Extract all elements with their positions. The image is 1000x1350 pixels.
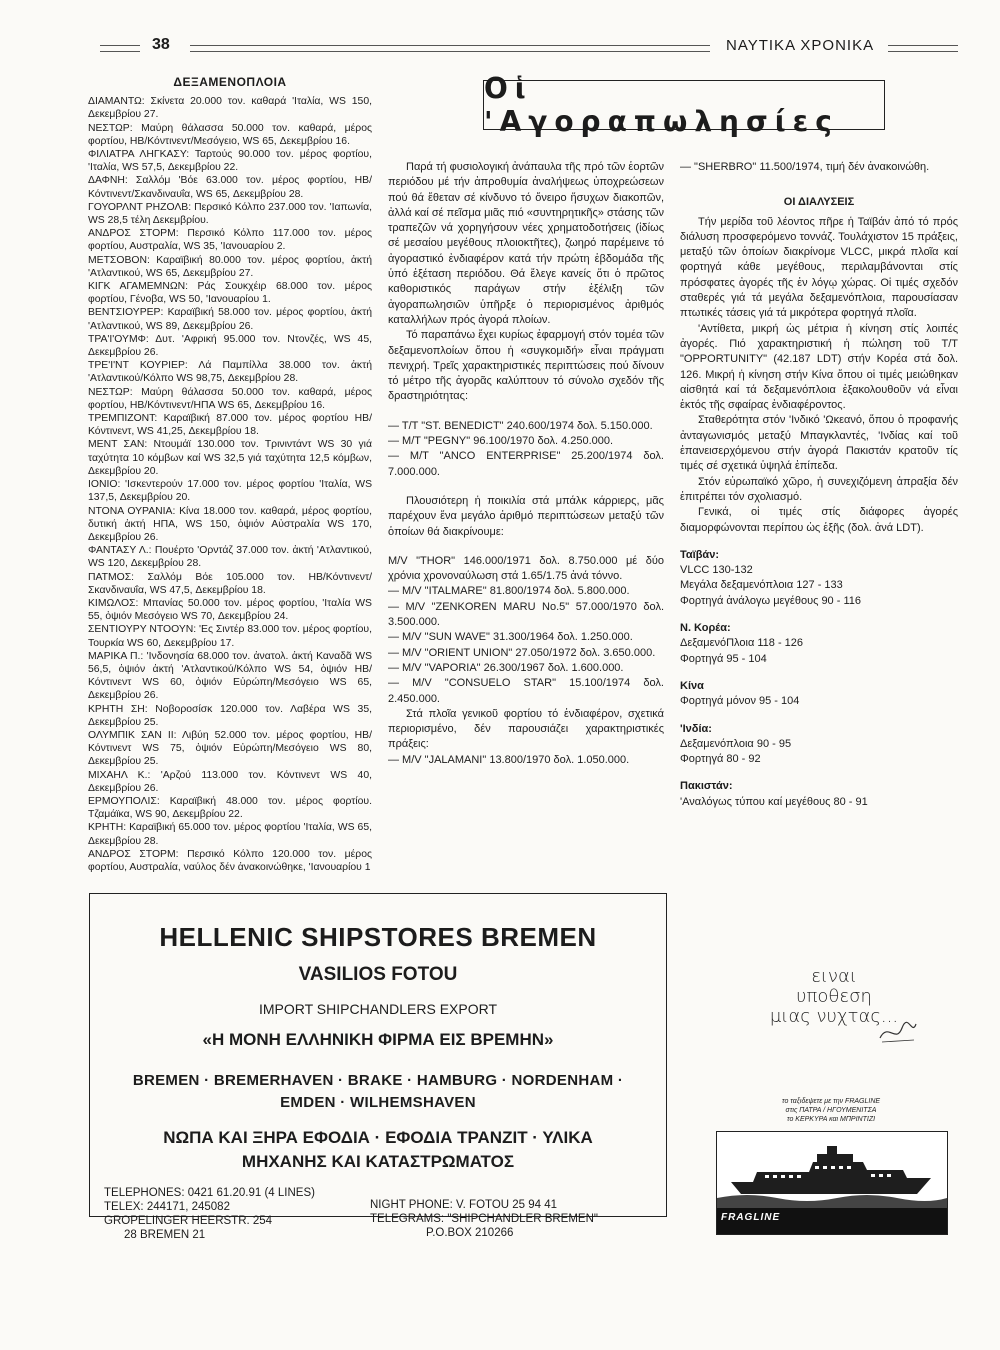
price-line: Μεγάλα δεξαμενόπλοια 127 - 133 — [680, 579, 843, 592]
header-rule-left — [100, 45, 140, 52]
price-line: 'Αναλόγως τύπου καί μεγέθους 80 - 91 — [680, 795, 868, 808]
paragraph-2: Τό παραπάνω ἔχει κυρίως ἐφαρμογή στόν τομέα τῶν δεξαμενοπλοίων ὅπου ἡ «συγκομιδή» εἶναι πράγματι πενιχρή. Τρεῖς χαρακτηριστικές περιπτώσεις πού δίνουν τό μέτρο τῆς ἀγορᾶς καλύπτουν τό σύνολο σχεδόν τῆς δραστηριότητας: — [388, 329, 664, 403]
paragraph-3: Πλουσιότερη ἡ ποικιλία στά μπάλκ κάρριερς, μᾶς παρέχουν ἕνα μεγάλο ἀριθμό περιπτώσεων μεταξύ τῶν ὁποίων θά διακρίνουμε: — [388, 494, 664, 538]
price-line: VLCC 130-132 — [680, 564, 753, 577]
ad-telephones: TELEPHONES: 0421 61.20.91 (4 LINES) — [104, 1187, 315, 1199]
ferry-ship-icon — [717, 1132, 947, 1212]
tanker-entry: ΑΝΔΡΟΣ ΣΤΟΡΜ: Περσικό Κόλπο 117.000 τον. μέρος φορτίου, Αυστραλία, WS 35, 'Ιανουαρίου 2. — [88, 228, 372, 253]
bulk-sale: — Μ/V "CONSUELO STAR" 15.100/1974 δολ. 2.450.000. — [388, 677, 664, 705]
tanker-entry: ΑΝΔΡΟΣ ΣΤΟΡΜ: Περσικό Κόλπο 120.000 τον. μέρος φορτίου, Αυστραλία, ναύλος δέν ἀνακοινώθηκε, 'Ιανουαρίου 1 — [88, 848, 372, 873]
ad-goods: ΜΗΧΑΝΗΣ ΚΑΙ ΚΑΤΑΣΤΡΩΜΑΤΟΣ — [241, 1152, 515, 1171]
publication-title: ΝΑΥΤΙΚΑ ΧΡΟΝΙΚΑ — [726, 37, 875, 54]
price-country: Ν. Κορέα: — [680, 622, 731, 635]
tanker-entry: ΚΙΜΩΛΟΣ: Μπανίας 50.000 τον. μέρος φορτίου, 'Ιταλία WS 55, ὀψιόν Μεσόγειο WS 70, Δεκεμβρίου 24. — [88, 597, 372, 623]
ad-cities: EMDEN · WILHEMSHAVEN — [280, 1094, 476, 1111]
article-title: Οἱ 'Αγοραπωλησίες — [483, 80, 885, 130]
tanker-entry: ΟΛΥΜΠΙΚ ΣΑΝ ΙΙ: Λιβύη 52.000 τον. μέρος φορτίου, ΗΒ/Κόντινεντ WS 75, ὀψιόν Εὐρώπη/Μεσόγειο WS 80, Δεκεμβρίου 25. — [88, 729, 372, 768]
tanker-entry: ΕΡΜΟΥΠΟΛΙΣ: Καραϊβική 48.000 τον. μέρος φορτίου. Τζαμάϊκα, WS 90, Δεκεμβρίου 22. — [88, 795, 372, 821]
price-country: Κίνα — [680, 679, 704, 692]
tanker-entry: ΜΑΡΙΚΑ Π.: 'Ινδονησία 68.000 τον. ἀνατολ. ἀκτή Καναδᾶ WS 56,5, ὀψιόν ἀκτή 'Ατλαντικού/Κόλπο WS 54, ὀψιόν ΗΒ/Κόντινεντ WS 60, ὀψιόν Εὐρώπη/Μεσόγειο WS 65, Δεκεμβρίου 26. — [88, 650, 372, 702]
tanker-entry: ΚΡΗΤΗ: Καραϊβική 65.000 τον. μέρος φορτίου 'Ιταλία, WS 65, Δεκεμβρίου 28. — [88, 822, 372, 847]
bulk-sale: — Μ/V "ITALMARE" 81.800/1974 δολ. 5.800.000. — [388, 585, 630, 598]
fragline-slogan-line: ειναι — [811, 966, 857, 987]
tanker-entry: ΝΕΣΤΩΡ: Μαύρη θάλασσα 50.000 τον. καθαρά, μέρος φορτίου, ΗΒ/Κόντινεντ/Μεσόγειο, WS 65, Δεκεμβρίου 16. — [88, 122, 372, 147]
ad-cities: BREMEN · BREMERHAVEN · BRAKE · HAMBURG · NORDENHAM · — [132, 1072, 624, 1089]
fragline-ship-image — [716, 1131, 948, 1235]
ad-slogan: «Η ΜΟΝΗ ΕΛΛΗΝΙΚΗ ΦΙΡΜΑ ΕΙΣ ΒΡΕΜΗΝ» — [202, 1030, 554, 1049]
ad-company-name: HELLENIC SHIPSTORES BREMEN — [159, 922, 597, 952]
tanker-entry: ΝΤΟΝΑ ΟΥΡΑΝΙΑ: Κίνα 18.000 τον. καθαρά, μέρος φορτίου, δυτική ἀκτή ΗΠΑ, WS 150, ὀψιόν Αὐστραλία WS 170, Δεκεμβρίου 26. — [88, 505, 372, 543]
header-rule-middle — [190, 45, 710, 52]
bulk-sale: — Μ/V "ORIENT UNION" 27.050/1972 δολ. 3.650.000. — [388, 646, 656, 659]
fragline-slogan-line: μιας νυχτας... — [769, 1006, 899, 1027]
fragline-signature-mark — [878, 1018, 918, 1046]
fragline-brand-band — [717, 1208, 947, 1234]
tanker-sale: — Μ/Τ "ANCO ENTERPRISE" 25.200/1974 δολ. 7.000.000. — [388, 450, 664, 478]
ad-contact-left — [104, 1186, 315, 1242]
price-country: Πακιστάν: — [680, 780, 733, 793]
fragline-route-line: το ΚΕΡΚΥΡΑ και ΜΠΡΙΝΤΙΖΙ — [786, 1116, 876, 1123]
ad-street: GROPELINGER HEERSTR. 254 — [104, 1215, 273, 1227]
article-column-2 — [388, 160, 664, 768]
bulk-sale: — Μ/V "SUN WAVE" 31.300/1964 δολ. 1.250.000. — [388, 631, 633, 644]
demolition-paragraph: Στόν εὐρωπαϊκό χῶρο, ἡ συνεχιζόμενη ἀπραξία δέν ἐπιτρέπει τόν σχολιασμό. — [680, 475, 958, 503]
ad-pobox: P.O.BOX 210266 — [426, 1227, 514, 1239]
header-rule-right — [888, 45, 958, 52]
ad-goods: ΝΩΠΑ ΚΑΙ ΞΗΡΑ ΕΦΟΔΙΑ · ΕΦΟΔΙΑ ΤΡΑΝΖΙΤ · ΥΛΙΚΑ — [163, 1128, 593, 1147]
tanker-entry: ΝΕΣΤΩΡ: Μαύρη θάλασσα 50.000 τον. καθαρά, μέρος φορτίου, ΗΒ/Κόντινεντ/ΗΠΑ WS 65, Δεκεμβρίου 16. — [88, 386, 372, 411]
tanker-entry: ΔΑΦΝΗ: Σαλλόμ 'Βόε 63.000 τον. μέρος φορτίου, ΗΒ/Κόντινεντ/Σκανδιναυΐα, WS 65, Δεκεμβρίου 28. — [88, 175, 372, 200]
price-country: 'Ινδία: — [680, 722, 712, 735]
tanker-entry: ΙΟΝΙΟ: 'Ισκεντερούν 17.000 τον. μέρος φορτίου 'Ιταλία, WS 137,5, Δεκεμβρίου 20. — [88, 479, 372, 504]
tanker-entry: ΚΡΗΤΗ ΣΗ: Νοβοροσίσκ 120.000 τον. Λαβέρα WS 35, Δεκεμβρίου 25. — [88, 703, 372, 728]
demolition-heading: ΟΙ ΔΙΑΛΥΣΕΙΣ — [783, 196, 855, 209]
tanker-entry: ΚΙΓΚ ΑΓΑΜΕΜΝΩΝ: Ράς Σουκχέιρ 68.000 τον. μέρος φορτίου, Γένοβα, WS 50, 'Ιανουαρίου 1. — [88, 281, 372, 306]
tanker-sale: — Τ/Τ "ST. BENEDICT" 240.600/1974 δολ. 5.150.000. — [388, 419, 653, 432]
fragline-route-line: το ταξιδεψετε με την FRAGLINE — [781, 1098, 881, 1105]
paragraph-4: Στά πλοῖα γενικοῦ φορτίου τό ἐνδιαφέρον, σχετικά περιορισμένο, δέν παρουσιάζει χαρακτηριστικές πράξεις: — [388, 707, 664, 751]
general-sale: — Μ/V "JALAMANI" 13.800/1970 δολ. 1.050.000. — [388, 753, 630, 766]
tanker-entry: ΠΑΤΜΟΣ: Σαλλόμ Βόε 105.000 τον. ΗΒ/Κόντινεντ/Σκανδιναυΐα, WS 47,5, Δεκεμβρίου 18. — [88, 571, 372, 596]
tanker-entry: ΤΡΕ'Ι'ΝΤ ΚΟΥΡΙΕΡ: Λά Παμπίλλα 38.000 τον. ἀκτή 'Ατλαντικού/Κόλπο WS 98,75, Δεκεμβρίου 28. — [88, 360, 372, 385]
price-line: ΔεξαμενόΠλοια 118 - 126 — [680, 637, 804, 650]
ad-city: 28 BREMEN 21 — [124, 1229, 206, 1241]
price-line: Φορτηγά 80 - 92 — [680, 753, 761, 766]
tanker-entry: ΤΡΑ'Ι'ΟΥΜΦ: Δυτ. 'Αφρική 95.000 τον. Ντονζές, WS 45, Δεκεμβρίου 26. — [88, 333, 372, 359]
price-line: Δεξαμενόπλοια 90 - 95 — [680, 737, 792, 750]
tanker-entry: ΣΕΝΤΙΟΥΡΥ ΝΤΟΟΥΝ: 'Ες Σιντέρ 83.000 τον. μέρος φορτίου, Τουρκία WS 60, Δεκεμβρίου 17. — [88, 624, 372, 649]
tanker-entry: ΒΕΝΤΣΙΟΥΡΕΡ: Καραϊβική 58.000 τον. μέρος φορτίου, ἀκτή 'Ατλαντικού, WS 89, Δεκεμβρίου 26. — [88, 307, 372, 332]
tanker-entry: ΦΑΝΤΑΣΥ Λ.: Πουέρτο 'Ορντάζ 37.000 τον. ἀκτή 'Ατλαντικού, WS 120, Δεκεμβρίου 28. — [88, 545, 372, 570]
general-sale: — "SHERBRO" 11.500/1974, τιμή δέν ἀνακοινώθη. — [680, 161, 930, 173]
tanker-entry: ΦΙΛΙΑΤΡΑ ΛΗΓΚΑΣΥ: Ταρτούς 90.000 τον. μέρος φορτίου, 'Ιταλία, WS 57,5, Δεκεμβρίου 22. — [88, 149, 372, 174]
tanker-entry: ΔΙΑΜΑΝΤΩ: Σκίνετα 20.000 τον. καθαρά 'Ιταλία, WS 150, Δεκεμβρίου 27. — [88, 96, 372, 121]
demolition-paragraph: Σταθερότητα στόν 'Ινδικό 'Ωκεανό, ὅπου ὁ προφανής ἀνταγωνισμός μεταξύ Μπαγκλαντές, 'Ινδίας καί τοῦ ἐπανεισερχόμενου στήν ἀγορά Πακιστάν κρατοῦν τίς τιμές σέ σχετικά ὑψηλά ἐπίπεδα. — [680, 414, 958, 473]
ad-contact-right — [370, 1198, 598, 1240]
fragline-brand-name: FRAGLINE — [721, 1212, 781, 1223]
intro-paragraph: Παρά τή φυσιολογική ἀνάπαυλα τῆς πρό τῶν ἑορτῶν περιόδου μέ τήν ἀπροθυμία ἀναλήψεως ὑποχρεώσεων πού θά ἔθεταν σέ κίνδυνο τό ὄνειρο ἥσυχων διακοπῶν, ἀλλά καί σέ πεῖσμα μιᾶς πιό «συντηρητικῆς» στάσης τῶν τραπεζῶν νά χορηγήσουν νέες χρηματοδοτήσεις (ἰδίως σέ μεσαίου μεγέθους πλοιοκτῆτες), ζωηρό παρέμεινε τό ἀγοραστικό ἐνδιαφέρον κατά τήν πρώτη ἑβδομάδα τῆς ὑπό ἐξέταση περιόδου. Θά ἔλεγε κανείς ὅτι ὁ πρῶτος καθοριστικός παράγων στήν ἐξέλιξη τῶν ἀγοραπωλησιῶν ὑπῆρξε ὁ περιορισμένος ἀριθμός καταλλήλων πρός ἀγορά πλοίων. — [388, 161, 664, 326]
ad-telegrams: TELEGRAMS: "SHIPCHANDLER BREMEN" — [370, 1213, 598, 1225]
bulk-sale: Μ/V "THOR" 146.000/1971 δολ. 8.750.000 μέ δύο χρόνια χρονοναύλωση στά 1.65/1.75 ἀνά τόννο. — [388, 554, 664, 583]
page-number: 38 — [152, 36, 170, 53]
ad-tagline: IMPORT SHIPCHANDLERS EXPORT — [258, 1001, 498, 1017]
demolition-paragraph: 'Αντίθετα, μικρή ὡς μέτρια ἡ κίνηση στίς λοιπές ἀγορές. Πιό χαρακτηριστική ἡ πώληση τοῦ Τ/Τ "OPPORTUNITY" (42.187 LDT) στήν Κορέα στά δολ. 126. Μικρή ἡ κίνηση στήν Κίνα ὅπου οἱ τιμές μειώθηκαν αἰσθητά καί τά δεξαμενόπλοια ἐξακολουθοῦν νά εἶναι ἐκτός τῆς σφαίρας ἐνδιαφέροντος. — [680, 322, 958, 412]
price-line: Φορτηγά μόνον 95 - 104 — [680, 695, 800, 708]
tanker-entry: ΜΕΝΤ ΣΑΝ: Ντουμάϊ 130.000 τον. Τρινιντάντ WS 30 γιά ταχύτητα 10 κόμβων καί WS 32,5 γιά ταχύτητα 12,5 κόμβων, Δεκεμβρίου 20. — [88, 439, 372, 477]
tankers-column — [88, 76, 372, 874]
tankers-heading: ΔΕΞΑΜΕΝΟΠΛΟΙΑ — [173, 75, 287, 89]
tanker-entry: ΓΟΥΟΡΛΝΤ ΡΗΖΟΛΒ: Περσικό Κόλπο 237.000 τον. 'Ιαπωνία, WS 28,5 τέλη Δεκεμβρίου. — [88, 201, 372, 227]
tanker-entry: ΤΡΕΜΠΙΖΟΝΤ: Καραϊβική 87.000 τον. μέρος φορτίου ΗΒ/Κόντινεντ, WS 41,25, Δεκεμβρίου 18. — [88, 413, 372, 438]
shipstores-advertisement — [89, 893, 667, 1241]
price-country: Ταϊβάν: — [680, 548, 719, 561]
article-column-3 — [680, 160, 958, 810]
fragline-route-line: στις ΠΑΤΡΑ / ΗΓΟΥΜΕΝΙΤΣΑ — [785, 1107, 877, 1114]
bulk-sale: — Μ/V "ZENKOREN MARU No.5" 57.000/1970 δολ. 3.500.000. — [388, 600, 664, 629]
fragline-route-text — [716, 1097, 946, 1124]
demolition-paragraph: Τήν μερίδα τοῦ λέοντος πῆρε ἡ Ταϊβάν ἀπό τό πρός διάλυση προσφερόμενο τοννάζ. Τουλάχιστον 15 πράξεις, μεταξύ τῶν ὁποίων διακρίνομε VLCC, μικρά πλοῖα καί φορτηγά κάθε μεγέθους, περιλαμβάνονται στίς πρόσφατες ἀγορές τῆς ἐν λόγῳ χώρας. Οἱ τιμές σχεδόν σταθερές γιά τά μεγάλα δεξαμενόπλοια, παρουσίασαν πτωτικές τάσεις γιά τά μικρότερα φορτηγά πλοῖα. — [680, 215, 958, 320]
bulk-sale: — Μ/V "VAPORIA" 26.300/1967 δολ. 1.600.000. — [388, 661, 624, 674]
ad-night-phone: NIGHT PHONE: V. FOTOU 25 94 41 — [370, 1199, 558, 1211]
demolition-paragraph: Γενικά, οἱ τιμές στίς διάφορες ἀγορές διαμορφώνονται περίπου ὡς ἑξῆς (δολ. ἀνά LDT). — [680, 506, 958, 534]
tanker-entry: ΜΙΧΑΗΛ Κ.: 'Αρζού 113.000 τον. Κόντινεντ WS 40, Δεκεμβρίου 26. — [88, 769, 372, 794]
price-line: Φορτηγά ἀνάλογω μεγέθους 90 - 116 — [680, 594, 861, 607]
price-line: Φορτηγά 95 - 104 — [680, 652, 767, 665]
tanker-sale: — Μ/Τ "PEGNY" 96.100/1970 δολ. 4.250.000. — [388, 435, 614, 448]
ad-owner-name: VASILIOS FOTOU — [298, 964, 458, 985]
ad-telex: TELEX: 244171, 245082 — [104, 1201, 230, 1213]
fragline-slogan-line: υποθεση — [796, 986, 872, 1007]
tanker-entry: ΜΕΤΣΟΒΟΝ: Καραϊβική 80.000 τον. μέρος φορτίου, ἀκτή 'Ατλαντικού, WS 65, Δεκεμβρίου 27. — [88, 254, 372, 279]
